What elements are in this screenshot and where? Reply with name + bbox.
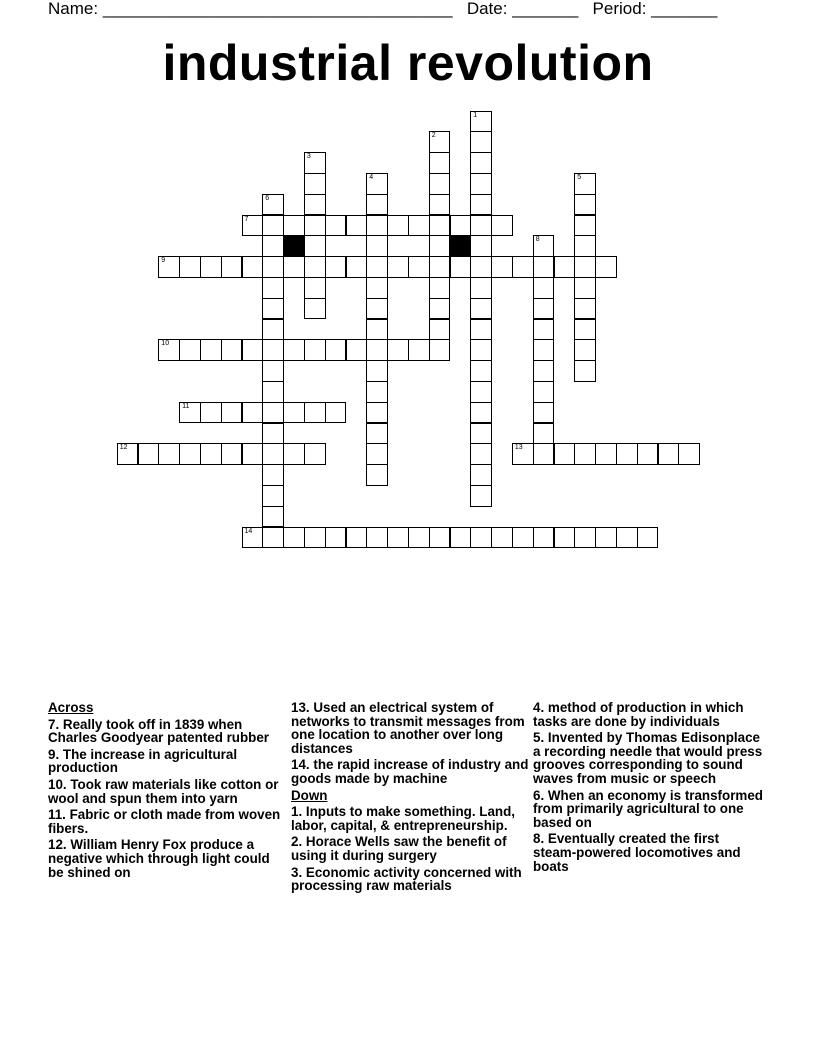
name-blank[interactable]: _____________________________________	[102, 0, 453, 18]
grid-cell[interactable]	[366, 423, 388, 445]
grid-cell[interactable]	[574, 298, 596, 320]
grid-cell[interactable]	[262, 423, 284, 445]
grid-cell[interactable]	[304, 339, 326, 361]
grid-cell[interactable]	[158, 339, 180, 361]
grid-cell[interactable]	[262, 464, 284, 486]
clue-down-3: 3. Economic activity concerned with processing raw materials	[291, 864, 522, 894]
grid-cell[interactable]	[491, 527, 513, 549]
grid-cell[interactable]	[346, 215, 368, 237]
clue-number: 5	[577, 173, 582, 181]
grid-cell[interactable]	[574, 256, 596, 278]
grid-cell[interactable]	[512, 527, 534, 549]
grid-cell[interactable]	[158, 256, 180, 278]
grid-cell[interactable]	[262, 527, 284, 549]
grid-cell[interactable]	[366, 215, 388, 237]
grid-cell[interactable]	[470, 360, 492, 382]
grid-cell[interactable]	[491, 215, 513, 237]
grid-cell[interactable]	[366, 527, 388, 549]
grid-cell[interactable]	[533, 381, 555, 403]
grid-cell[interactable]	[346, 256, 368, 278]
name-label: Name:	[48, 0, 99, 18]
clue-number: 8	[535, 236, 540, 244]
grid-cell[interactable]	[262, 215, 284, 237]
grid-cell[interactable]	[429, 277, 451, 299]
grid-cell[interactable]	[366, 443, 388, 465]
grid-cell[interactable]	[574, 443, 596, 465]
grid-cell[interactable]	[533, 298, 555, 320]
grid-cell[interactable]	[450, 256, 472, 278]
clue-across-7: 7. Really took off in 1839 when Charles Goodyear patented rubber	[48, 716, 269, 746]
grid-cell[interactable]	[408, 339, 430, 361]
grid-cell[interactable]	[470, 235, 492, 257]
grid-cell[interactable]	[678, 443, 700, 465]
grid-cell[interactable]	[533, 319, 555, 341]
clue-number: 14	[244, 527, 253, 535]
grid-cell[interactable]	[138, 443, 160, 465]
grid-cell[interactable]	[262, 339, 284, 361]
date-label: Date:	[466, 0, 508, 18]
grid-cell[interactable]	[470, 443, 492, 465]
grid-cell[interactable]	[387, 527, 409, 549]
grid-cell[interactable]	[325, 215, 347, 237]
grid-cell[interactable]	[221, 339, 243, 361]
grid-cell[interactable]	[242, 443, 264, 465]
black-square	[283, 235, 305, 257]
grid-cell[interactable]	[387, 215, 409, 237]
grid-cell[interactable]	[387, 339, 409, 361]
grid-cell[interactable]	[346, 339, 368, 361]
grid-cell[interactable]	[283, 443, 305, 465]
grid-cell[interactable]	[304, 152, 326, 174]
grid-cell[interactable]	[574, 215, 596, 237]
clue-down-8: 8. Eventually created the first steam-powered locomotives and boats	[533, 831, 741, 874]
clues-column-3	[533, 701, 763, 876]
grid-cell[interactable]	[325, 402, 347, 424]
grid-cell[interactable]	[179, 402, 201, 424]
grid-cell[interactable]	[283, 527, 305, 549]
grid-cell[interactable]	[574, 339, 596, 361]
grid-cell[interactable]	[470, 381, 492, 403]
grid-cell[interactable]	[450, 527, 472, 549]
grid-cell[interactable]	[470, 173, 492, 195]
grid-cell[interactable]	[304, 277, 326, 299]
grid-cell[interactable]	[533, 277, 555, 299]
clue-across-12: 12. William Henry Fox produce a negative which through light could be shined on	[48, 837, 270, 880]
clue-down-2: 2. Horace Wells saw the benefit of using it during surgery	[291, 834, 507, 863]
grid-cell[interactable]	[470, 298, 492, 320]
grid-cell[interactable]	[366, 298, 388, 320]
grid-cell[interactable]	[262, 194, 284, 216]
grid-cell[interactable]	[533, 339, 555, 361]
grid-cell[interactable]	[262, 443, 284, 465]
grid-cell[interactable]	[221, 443, 243, 465]
grid-cell[interactable]	[262, 485, 284, 507]
grid-cell[interactable]	[242, 402, 264, 424]
grid-cell[interactable]	[304, 215, 326, 237]
clue-across-10: 10. Took raw materials like cotton or wool and spun them into yarn	[48, 776, 279, 806]
grid-cell[interactable]	[470, 256, 492, 278]
grid-cell[interactable]	[470, 485, 492, 507]
grid-cell[interactable]	[450, 215, 472, 237]
grid-cell[interactable]	[429, 173, 451, 195]
grid-cell[interactable]	[366, 277, 388, 299]
grid-cell[interactable]	[304, 194, 326, 216]
grid-cell[interactable]	[512, 443, 534, 465]
grid-cell[interactable]	[200, 443, 222, 465]
grid-cell[interactable]	[574, 194, 596, 216]
grid-cell[interactable]	[533, 235, 555, 257]
grid-cell[interactable]	[158, 443, 180, 465]
grid-cell[interactable]	[574, 319, 596, 341]
clue-across-14: 14. the rapid increase of industry and goods made by machine	[291, 757, 529, 786]
grid-cell[interactable]	[262, 402, 284, 424]
clue-number: 11	[182, 402, 190, 410]
grid-cell[interactable]	[200, 256, 222, 278]
grid-cell[interactable]	[325, 527, 347, 549]
grid-cell[interactable]	[346, 527, 368, 549]
grid-cell[interactable]	[470, 194, 492, 216]
grid-cell[interactable]	[429, 298, 451, 320]
date-blank[interactable]: _______	[512, 0, 579, 18]
grid-cell[interactable]	[533, 256, 555, 278]
grid-cell[interactable]	[408, 215, 430, 237]
grid-cell[interactable]	[512, 256, 534, 278]
grid-cell[interactable]	[470, 215, 492, 237]
grid-cell[interactable]	[533, 443, 555, 465]
grid-cell[interactable]	[616, 443, 638, 465]
grid-cell[interactable]	[637, 527, 659, 549]
grid-cell[interactable]	[387, 256, 409, 278]
grid-cell[interactable]	[470, 319, 492, 341]
grid-cell[interactable]	[366, 194, 388, 216]
grid-cell[interactable]	[470, 339, 492, 361]
grid-cell[interactable]	[242, 215, 264, 237]
clue-across-11: 11. Fabric or cloth made from woven fibers.	[48, 807, 281, 836]
grid-cell[interactable]	[304, 402, 326, 424]
grid-cell[interactable]	[595, 256, 617, 278]
grid-cell[interactable]	[533, 423, 555, 445]
grid-cell[interactable]	[304, 298, 326, 320]
grid-cell[interactable]	[574, 527, 596, 549]
grid-cell[interactable]	[304, 235, 326, 257]
grid-cell[interactable]	[429, 152, 451, 174]
grid-cell[interactable]	[366, 381, 388, 403]
black-square	[450, 235, 472, 257]
grid-cell[interactable]	[470, 152, 492, 174]
grid-cell[interactable]	[429, 194, 451, 216]
grid-cell[interactable]	[554, 443, 576, 465]
grid-cell[interactable]	[429, 527, 451, 549]
period-label: Period:	[592, 0, 647, 18]
grid-cell[interactable]	[366, 173, 388, 195]
grid-cell[interactable]	[533, 527, 555, 549]
grid-cell[interactable]	[262, 506, 284, 528]
grid-cell[interactable]	[470, 131, 492, 153]
clue-across-9: 9. The increase in agricultural production	[48, 746, 238, 776]
grid-cell[interactable]	[554, 256, 576, 278]
grid-cell[interactable]	[429, 339, 451, 361]
grid-cell[interactable]	[470, 111, 492, 133]
grid-cell[interactable]	[408, 527, 430, 549]
grid-cell[interactable]	[574, 235, 596, 257]
grid-cell[interactable]	[283, 402, 305, 424]
grid-cell[interactable]	[221, 256, 243, 278]
grid-cell[interactable]	[429, 131, 451, 153]
grid-cell[interactable]	[533, 402, 555, 424]
grid-cell[interactable]	[429, 215, 451, 237]
grid-cell[interactable]	[366, 339, 388, 361]
grid-cell[interactable]	[658, 443, 680, 465]
grid-cell[interactable]	[242, 339, 264, 361]
down-heading: Down	[291, 787, 328, 803]
grid-cell[interactable]	[366, 360, 388, 382]
grid-cell[interactable]	[429, 235, 451, 257]
grid-cell[interactable]	[221, 402, 243, 424]
grid-cell[interactable]	[408, 256, 430, 278]
clue-number: 1	[473, 111, 478, 119]
grid-cell[interactable]	[262, 298, 284, 320]
grid-cell[interactable]	[200, 402, 222, 424]
grid-cell[interactable]	[429, 319, 451, 341]
clue-number: 12	[119, 444, 128, 452]
grid-cell[interactable]	[283, 256, 305, 278]
grid-cell[interactable]	[262, 360, 284, 382]
grid-cell[interactable]	[325, 339, 347, 361]
grid-cell[interactable]	[470, 423, 492, 445]
page-title: industrial revolution	[162, 35, 654, 91]
grid-cell[interactable]	[470, 277, 492, 299]
clue-across-13: 13. Used an electrical system of networks to transmit messages from one location to another over long distances	[291, 700, 525, 756]
grid-cell[interactable]	[325, 256, 347, 278]
grid-cell[interactable]	[262, 235, 284, 257]
grid-cell[interactable]	[242, 256, 264, 278]
grid-cell[interactable]	[616, 527, 638, 549]
grid-cell[interactable]	[366, 464, 388, 486]
clue-down-6: 6. When an economy is transformed from primarily agricultural to one based on	[533, 787, 763, 830]
clue-down-4: 4. method of production in which tasks are done by individuals	[533, 700, 744, 729]
clue-number: 4	[369, 173, 374, 181]
grid-cell[interactable]	[304, 527, 326, 549]
grid-cell[interactable]	[429, 256, 451, 278]
clue-down-5: 5. Invented by Thomas Edisonplace a recording needle that would press grooves corresponding to sound waves from music or speech	[533, 730, 763, 786]
grid-cell[interactable]	[242, 527, 264, 549]
grid-cell[interactable]	[283, 215, 305, 237]
grid-cell[interactable]	[262, 381, 284, 403]
grid-cell[interactable]	[262, 277, 284, 299]
period-blank[interactable]: _______	[651, 0, 718, 18]
grid-cell[interactable]	[366, 319, 388, 341]
clue-number: 7	[244, 215, 249, 223]
clue-number: 3	[306, 153, 311, 161]
grid-cell[interactable]	[533, 360, 555, 382]
grid-cell[interactable]	[366, 402, 388, 424]
clue-down-1: 1. Inputs to make something. Land, labor, capital, & entrepreneurship.	[291, 804, 515, 833]
grid-cell[interactable]	[262, 256, 284, 278]
grid-cell[interactable]	[179, 443, 201, 465]
grid-cell[interactable]	[574, 173, 596, 195]
grid-cell[interactable]	[574, 277, 596, 299]
grid-cell[interactable]	[574, 360, 596, 382]
grid-cell[interactable]	[554, 527, 576, 549]
across-heading: Across	[48, 700, 94, 715]
grid-cell[interactable]	[595, 527, 617, 549]
clues-column-1	[48, 701, 283, 882]
grid-cell[interactable]	[637, 443, 659, 465]
grid-cell[interactable]	[179, 256, 201, 278]
grid-cell[interactable]	[304, 256, 326, 278]
grid-cell[interactable]	[470, 464, 492, 486]
clue-number: 10	[161, 340, 170, 348]
grid-cell[interactable]	[179, 339, 201, 361]
grid-cell[interactable]	[200, 339, 222, 361]
grid-cell[interactable]	[470, 527, 492, 549]
grid-cell[interactable]	[117, 443, 139, 465]
clue-number: 2	[431, 132, 436, 140]
grid-cell[interactable]	[304, 443, 326, 465]
grid-cell[interactable]	[470, 402, 492, 424]
clue-number: 6	[265, 194, 270, 202]
grid-cell[interactable]	[595, 443, 617, 465]
clues-column-2	[291, 701, 529, 896]
grid-cell[interactable]	[366, 256, 388, 278]
grid-cell[interactable]	[283, 339, 305, 361]
clue-number: 9	[161, 257, 166, 265]
grid-cell[interactable]	[366, 235, 388, 257]
grid-cell[interactable]	[304, 173, 326, 195]
grid-cell[interactable]	[491, 256, 513, 278]
clue-number: 13	[514, 444, 523, 452]
grid-cell[interactable]	[262, 319, 284, 341]
